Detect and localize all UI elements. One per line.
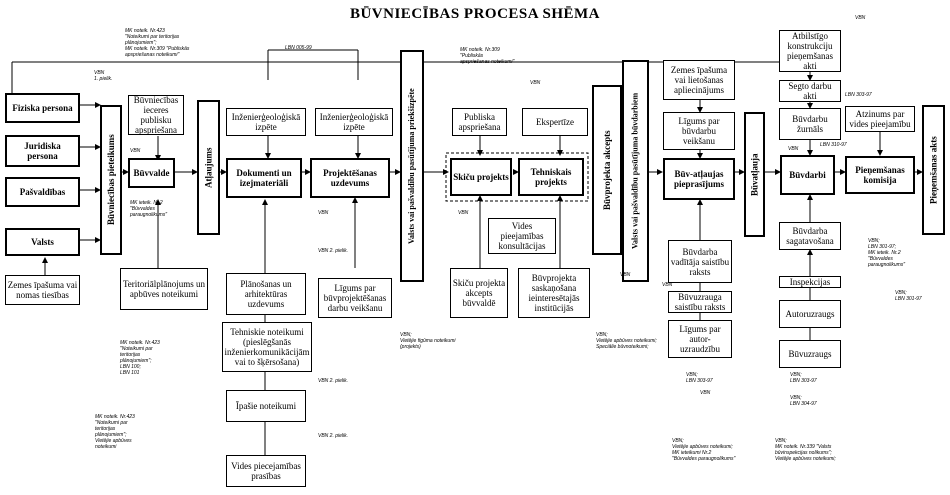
box-pasvaldibas: Pašvaldības bbox=[5, 177, 80, 207]
box-ipasie: Īpašie noteikumi bbox=[226, 390, 306, 422]
box-dokumenti: Dokumenti un izejmateriāli bbox=[226, 158, 302, 198]
box-vides-prasibas: Vides piecejamības prasības bbox=[226, 455, 306, 487]
box-tehniskie: Tehniskie noteikumi (pieslēgšanās inženierkomunikācijām vai to šķērsošana) bbox=[222, 322, 312, 372]
note-29: VBN; MK noteik. Nr.339 "Valsts būvinspekcijas nolikums"; Vietējie apbūves noteikumi; bbox=[775, 438, 836, 462]
box-ligums-proj: Līgums par būvprojektēšanas darbu veikšanu bbox=[318, 278, 392, 318]
note-27: VBN; LBN 303-97 bbox=[790, 372, 817, 384]
box-skicu: Skiču projekts bbox=[450, 158, 512, 196]
box-atzinums-vides: Atzinums par vides pieejamību bbox=[845, 106, 915, 132]
box-valsts: Valsts bbox=[5, 228, 80, 256]
box-ligums-buvd: Līgums par būvdarbu veikšanu bbox=[663, 112, 735, 150]
box-fiziska: Fiziska persona bbox=[5, 93, 80, 123]
box-buvprojekta-sask: Būvprojekta saskaņošana ieinteresētajās institūcijās bbox=[518, 268, 590, 318]
note-22: VBN bbox=[788, 146, 799, 152]
box-segto: Segto darbu akti bbox=[779, 80, 841, 102]
note-5: LBN 005-99 bbox=[285, 45, 312, 51]
box-pienemsanas: Pieņemšanas komisija bbox=[845, 156, 915, 194]
box-buvuzrauga-s: Būvuzrauga saistību raksts bbox=[668, 291, 732, 313]
note-18: VBN bbox=[662, 282, 673, 288]
box-inz-izpete-1: Inženierģeoloģiskā izpēte bbox=[226, 108, 306, 136]
note-23: LBN 303-97 bbox=[845, 92, 872, 98]
box-skicu-akcepts: Skiču projekta akcepts būvvaldē bbox=[450, 268, 508, 318]
box-planosana: Plānošanas un arhitektūras uzdevums bbox=[226, 273, 306, 315]
box-ligums-autor: Līgums par autor-uzraudzību bbox=[668, 320, 732, 358]
box-buv-atlaujas: Būv-atļaujas pieprasījums bbox=[663, 158, 735, 200]
note-9: VBN 2. pielik. bbox=[318, 378, 349, 384]
box-zemes-ipasums: Zemes īpašuma vai nomas tiesības bbox=[5, 275, 80, 305]
box-buvdarba-sag: Būvdarba sagatavošana bbox=[779, 222, 841, 250]
box-pienemsanas-akts: Pieņemšanas akts bbox=[922, 105, 945, 235]
box-atlaujums: Atļaujums bbox=[197, 100, 220, 235]
box-buvuzraugs: Būvuzraugs bbox=[779, 340, 841, 368]
box-buvatlauja: Būvatļauja bbox=[744, 112, 765, 237]
note-19: VBN; LBN 303-97 bbox=[686, 372, 713, 384]
box-autoruzr: Autoruzraugs bbox=[779, 300, 841, 328]
box-ieceres: Būvniecības ieceres publisku apspriešana bbox=[128, 95, 184, 135]
box-projektesanas: Projektēšanas uzdevums bbox=[310, 158, 390, 198]
note-1: VBN 1. pielik. bbox=[94, 70, 113, 82]
box-ekspertize: Ekspertīze bbox=[522, 108, 588, 136]
note-15: VBN; Vietējie figūma noteikumi (projekts) bbox=[400, 332, 456, 350]
note-11: MK noteik. Nr.423 "Noteikumi par teritorijas plānojumiem"; Vietējie apbūves noteikumi bbox=[95, 414, 135, 450]
note-21: VBN; Vietējie apbūves noteikumi; MK ieteikumi Nr.2 "Būvvaldes paraugnolikums" bbox=[672, 438, 736, 462]
note-24: LBN 310-97 bbox=[820, 142, 847, 148]
box-inspekcijas: Inspekcijas bbox=[779, 276, 841, 288]
note-20: VBN bbox=[700, 390, 711, 396]
note-26: VBN; LBN 301-97 bbox=[895, 290, 922, 302]
box-buvvalde: Būvvalde bbox=[128, 158, 175, 188]
box-publiska: Publiska apspriešana bbox=[452, 108, 507, 136]
box-valsts-vai-2: Valsts vai pašvaldību pasūtījuma būvdarbiem bbox=[622, 60, 649, 282]
box-buvdarbi: Būvdarbi bbox=[780, 155, 835, 195]
box-zemes-ipasuma-apl: Zemes īpašuma vai lietošanas apliecinājums bbox=[663, 60, 735, 100]
note-17: VBN bbox=[620, 272, 631, 278]
note-30: VBN bbox=[855, 15, 866, 21]
box-juridiska: Juridiska persona bbox=[5, 135, 80, 167]
note-16: VBN; Vietējie apbūves noteikumi; Speciālie būvnoteikumi; bbox=[596, 332, 657, 350]
note-25: VBN; LBN 301-97; MK ieteik. Nr.2 "Būvvaldes paraugnolikums" bbox=[868, 238, 906, 268]
note-4: MK ieteik. Nr.2 "Būvvaldes paraugnolikums" bbox=[130, 200, 168, 218]
note-14: VBN bbox=[458, 210, 469, 216]
note-7: VBN 2. pielik. bbox=[318, 248, 349, 254]
box-buvdarba-vad: Būvdarba vadītāja saistību raksts bbox=[668, 240, 732, 283]
note-8: MK noteik. Nr.423 "Noteikumi par teritorijas plānojumiem"; LBN 100; LBN 101 bbox=[120, 340, 160, 376]
box-buvprojekta-akcepts: Būvprojekta akcepts bbox=[592, 85, 622, 255]
note-3: VBN bbox=[130, 148, 141, 154]
box-buvdarbu-z: Būvdarbu žurnāls bbox=[779, 108, 841, 140]
note-2: MK noteik. Nr.423 "Noteikumi par teritorijas plānojumiem"; MK noteik. Nr.309 "Publiskās apspriešanas noteikumi" bbox=[125, 28, 190, 58]
note-12: MK noteik. Nr.309 "Publiskās apspriešanas noteikumi" bbox=[460, 47, 515, 65]
note-10: VBN 2. pielik. bbox=[318, 433, 349, 439]
box-vides-kons: Vides pieejamības konsultācijas bbox=[488, 218, 556, 254]
box-tehniskais: Tehniskais projekts bbox=[518, 158, 584, 196]
note-6: VBN bbox=[318, 210, 329, 216]
note-28: VBN; LBN 304-97 bbox=[790, 395, 817, 407]
box-atbilstibas: Atbilstīgo konstrukciju pieņemšanas akti bbox=[779, 30, 841, 72]
box-inz-izpete-2: Inženierģeoloģiskā izpēte bbox=[315, 108, 393, 136]
note-13: VBN bbox=[530, 80, 541, 86]
box-teritorial: Teritoriālplānojums un apbūves noteikumi bbox=[120, 268, 208, 310]
box-valsts-vai-1: Valsts vai pašvaldību pasūtījuma priekšizpēte bbox=[400, 50, 424, 282]
diagram-title: BŪVNIECĪBAS PROCESA SHĒMA bbox=[349, 6, 601, 22]
box-pieteikums: Būvniecības pieteikums bbox=[100, 105, 122, 255]
